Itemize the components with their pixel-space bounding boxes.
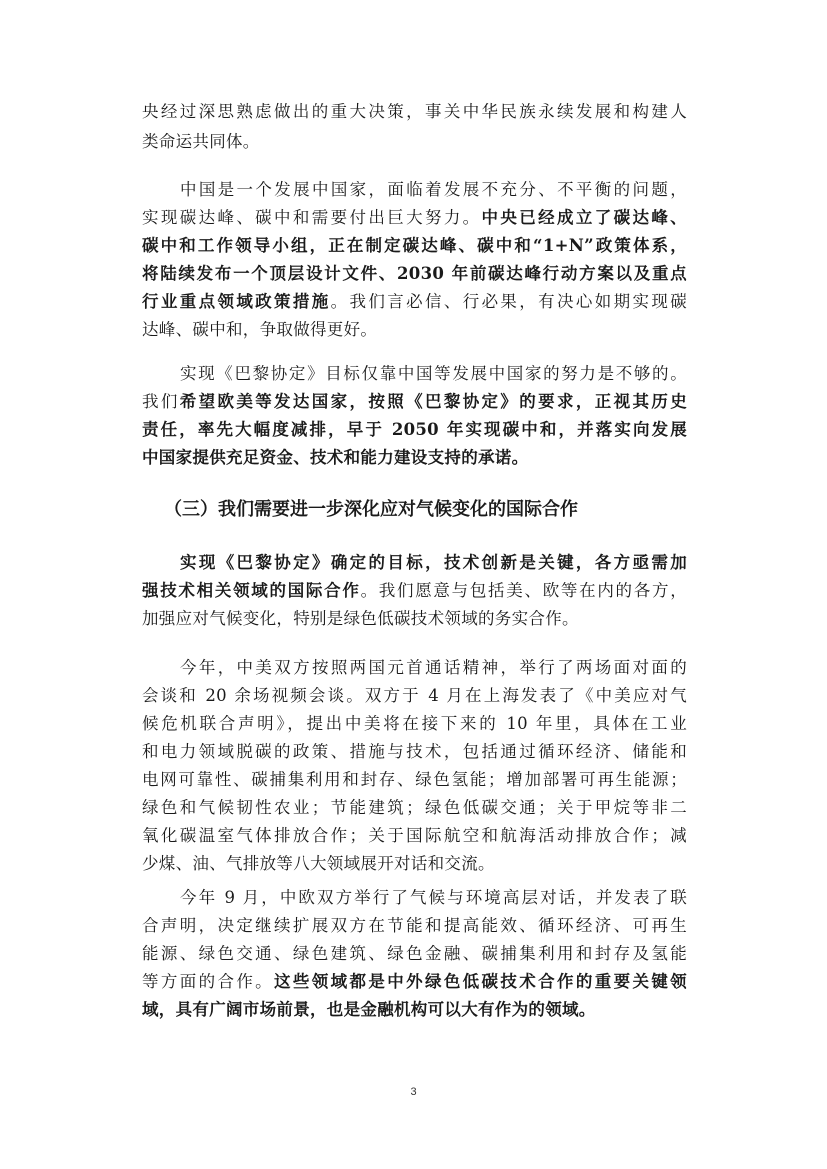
text-run: 加强应对气候变化，特别是绿色低碳技术领域的务实合作。 <box>142 609 579 628</box>
text-run: 候危机联合声明》，提出中美将在接下来的 10 年里，具体在工业 <box>142 714 687 733</box>
text-run: 等方面的合作。 <box>142 972 275 991</box>
text-line <box>142 390 687 414</box>
text-run: 。我们愿意与包括美、欧等在内的各方， <box>360 581 687 600</box>
text-line <box>142 418 687 442</box>
text-run: 今年 9 月，中欧双方举行了气候与环境高层对话，并发表了联 <box>180 888 687 907</box>
text-line <box>180 656 687 680</box>
text-line <box>142 206 687 230</box>
text-run: 类命运共同体。 <box>142 132 260 151</box>
text-line <box>142 607 687 631</box>
text-line <box>180 886 687 910</box>
text-line <box>142 712 687 736</box>
text-line <box>142 318 687 342</box>
bold-text-run: 这些领域都是中外绿色低碳技术合作的重要关键领 <box>274 972 687 991</box>
text-run: 中国是一个发展中国家，面临着发展不充分、不平衡的问题， <box>180 180 687 199</box>
text-run: 氧化碳温室气体排放合作；关于国际航空和航海活动排放合作；减 <box>142 826 687 845</box>
text-line <box>142 446 687 470</box>
text-run: 少煤、油、气排放等八大领域展开对话和交流。 <box>142 854 495 873</box>
text-line <box>142 262 687 286</box>
bold-text-run: 实现《巴黎协定》确定的目标，技术创新是关键，各方亟需加 <box>180 553 687 572</box>
text-line <box>142 796 687 820</box>
text-run: 实现《巴黎协定》目标仅靠中国等发展中国家的努力是不够的。 <box>180 364 687 383</box>
text-run: 。我们言必信、行必果，有决心如期实现碳 <box>330 292 688 311</box>
text-run: 和电力领域脱碳的政策、措施与技术，包括通过循环经济、储能和 <box>142 742 687 761</box>
text-run: 达峰、碳中和，争取做得更好。 <box>142 320 378 339</box>
text-line <box>142 579 687 603</box>
text-line <box>142 740 687 764</box>
text-line <box>142 914 687 938</box>
text-run: 电网可靠性、碳捕集利用和封存、绿色氢能；增加部署可再生能源； <box>142 770 687 789</box>
text-run: 会谈和 20 余场视频会谈。双方于 4 月在上海发表了《中美应对气 <box>142 686 687 705</box>
text-run: 合声明，决定继续扩展双方在节能和提高能效、循环经济、可再生 <box>142 916 687 935</box>
page-number: 3 <box>410 1086 417 1098</box>
bold-text-run: 中国家提供充足资金、技术和能力建设支持的承诺。 <box>142 448 529 467</box>
text-line <box>142 684 687 708</box>
text-run: 我们 <box>142 392 180 411</box>
bold-text-run: 中央已经成立了碳达峰、 <box>481 208 687 227</box>
text-line <box>142 852 687 876</box>
bold-text-run: 希望欧美等发达国家，按照《巴黎协定》的要求，正视其历史 <box>179 392 687 411</box>
bold-text-run: 碳中和工作领导小组，正在制定碳达峰、碳中和“1+N”政策体系， <box>142 236 687 255</box>
text-line <box>142 942 687 966</box>
text-line <box>180 178 687 202</box>
text-line <box>180 362 687 386</box>
text-run: 能源、绿色交通、绿色建筑、绿色金融、碳捕集利用和封存及氢能 <box>142 944 687 963</box>
text-line <box>142 130 687 154</box>
bold-text-run: 责任，率先大幅度减排，早于 2050 年实现碳中和，并落实向发展 <box>142 420 687 439</box>
text-line <box>142 768 687 792</box>
section-heading: （三）我们需要进一步深化应对气候变化的国际合作 <box>164 499 578 520</box>
bold-text-run: 将陆续发布一个顶层设计文件、2030 年前碳达峰行动方案以及重点 <box>142 264 687 283</box>
bold-text-run: 域，具有广阔市场前景，也是金融机构可以大有作为的领域。 <box>142 1000 596 1019</box>
text-run: 实现碳达峰、碳中和需要付出巨大努力。 <box>142 208 482 227</box>
text-line <box>142 100 687 124</box>
bold-text-run: 行业重点领域政策措施 <box>142 292 331 311</box>
text-line <box>180 551 687 575</box>
bold-text-run: 强技术相关领域的国际合作 <box>142 581 361 600</box>
text-run: 央经过深思熟虑做出的重大决策，事关中华民族永续发展和构建人 <box>142 102 687 121</box>
text-run: 今年，中美双方按照两国元首通话精神，举行了两场面对面的 <box>180 658 687 677</box>
text-run: 绿色和气候韧性农业；节能建筑；绿色低碳交通；关于甲烷等非二 <box>142 798 687 817</box>
text-line <box>142 234 687 258</box>
text-line <box>142 290 687 314</box>
text-line <box>142 998 687 1022</box>
text-line <box>142 824 687 848</box>
text-line <box>142 970 687 994</box>
